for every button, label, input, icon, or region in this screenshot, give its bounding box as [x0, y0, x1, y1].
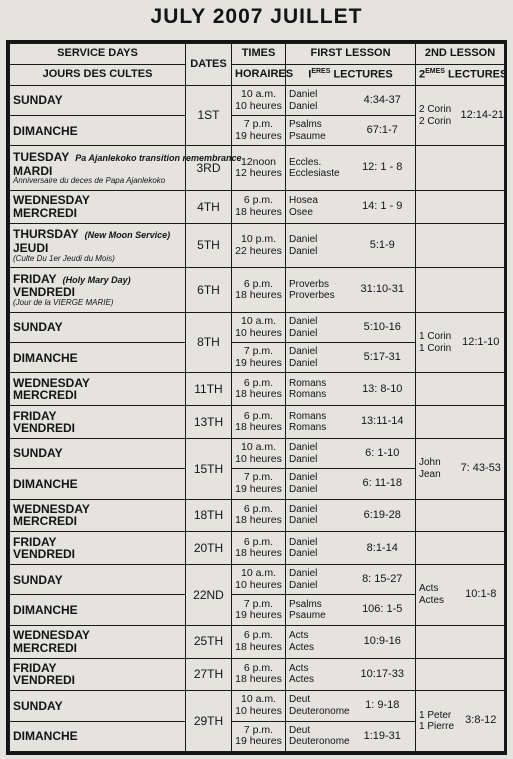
day-cell: [10, 406, 186, 439]
time-line: 19 heures: [235, 482, 282, 495]
first-lesson-ref: 13:11-14: [350, 406, 416, 439]
day-note: Pa Ajanlekoko transition remembrance: [75, 152, 242, 163]
time-cell: [232, 312, 286, 342]
day-cell: [10, 565, 186, 595]
day-label-fr: MERCREDI: [13, 640, 78, 655]
book-line: Daniel: [289, 234, 318, 246]
time-line: 18 heures: [235, 514, 282, 527]
book-line: Daniel: [289, 515, 318, 527]
time-line: 19 heures: [235, 735, 282, 748]
book-line-2: 1 Corin: [419, 331, 452, 343]
second-lesson-book: [416, 223, 458, 268]
book-line: Hosea: [289, 195, 318, 207]
schedule-body: [10, 86, 505, 752]
time-line: 6 p.m.: [243, 277, 274, 290]
date-cell: 15TH: [186, 439, 232, 499]
first-lesson-ref: 4:34-37: [350, 86, 416, 116]
day-label: WEDNESDAY: [13, 193, 90, 208]
time-line: 10 heures: [235, 452, 282, 465]
first-lesson-book: [286, 691, 350, 721]
date-cell: 1ST: [186, 86, 232, 146]
day-cell: [10, 373, 186, 406]
time-line: 18 heures: [235, 421, 282, 434]
book-line: Proverbes: [289, 290, 335, 302]
first-lesson-ref: 5:17-31: [350, 343, 416, 373]
time-line: 10 a.m.: [240, 567, 277, 580]
time-line: 10 a.m.: [240, 88, 277, 101]
lectures2-sup: EMES: [425, 68, 445, 76]
first-lesson-book: [286, 532, 350, 565]
day-label-fr: VENDREDI: [13, 421, 76, 436]
time-line: 7 p.m.: [243, 597, 274, 610]
book-line-2: John: [419, 457, 441, 469]
header-dates: DATES: [186, 44, 232, 86]
second-lesson-book: [416, 406, 458, 439]
lectures1-prefix: I: [308, 69, 312, 82]
time-cell: [232, 116, 286, 146]
second-lesson-ref: [458, 146, 505, 191]
second-lesson-ref: [458, 658, 505, 691]
book-line-2: Actes: [419, 594, 445, 606]
schedule-row: [10, 499, 505, 532]
day-label: SUNDAY: [13, 320, 63, 335]
time-line: 19 heures: [235, 356, 282, 369]
book-line: Romans: [289, 377, 327, 389]
day-note-fr: (Culte Du 1er Jeudi du Mois): [13, 253, 115, 263]
time-line: 10 heures: [235, 578, 282, 591]
header-horaires: HORAIRES: [232, 65, 286, 86]
book-line: Psaume: [289, 130, 326, 142]
day-label: SUNDAY: [13, 572, 63, 587]
first-lesson-ref: 8:1-14: [350, 532, 416, 565]
time-line: 18 heures: [235, 205, 282, 218]
lectures1-sup: ERES: [311, 68, 331, 76]
header-first-lesson: FIRST LESSON: [286, 44, 416, 65]
day-cell: [10, 691, 186, 721]
day-label: SUNDAY: [13, 698, 63, 713]
day-cell: [10, 721, 186, 751]
time-line: 6 p.m.: [243, 194, 274, 207]
time-line: 19 heures: [235, 609, 282, 622]
second-lesson-ref: [458, 373, 505, 406]
book-line: Daniel: [289, 579, 318, 591]
first-lesson-book: [286, 191, 350, 224]
day-label-fr: VENDREDI: [13, 285, 76, 300]
day-note-fr: Anniversaire du deces de Papa Ajanlekoko: [13, 176, 166, 186]
first-lesson-book: [286, 721, 350, 751]
first-lesson-book: [286, 469, 350, 499]
first-lesson-book: [286, 625, 350, 658]
time-cell: [232, 499, 286, 532]
time-cell: [232, 532, 286, 565]
first-lesson-ref: 67:1-7: [350, 116, 416, 146]
second-lesson-ref: [458, 499, 505, 532]
time-cell: [232, 565, 286, 595]
first-lesson-book: [286, 116, 350, 146]
time-line: 18 heures: [235, 289, 282, 302]
day-label: WEDNESDAY: [13, 627, 90, 642]
day-label-fr: MERCREDI: [13, 514, 78, 529]
second-lesson-book: [416, 439, 458, 499]
day-label: DIMANCHE: [13, 728, 78, 743]
time-line: 10 heures: [235, 99, 282, 112]
second-lesson-book: [416, 312, 458, 372]
first-lesson-book: [286, 658, 350, 691]
book-line: Romans: [289, 389, 327, 401]
first-lesson-book: [286, 343, 350, 373]
time-cell: [232, 595, 286, 625]
day-label-fr: VENDREDI: [13, 673, 76, 688]
book-line-2: 2 Corin: [419, 104, 452, 116]
schedule-row: [10, 406, 505, 439]
second-lesson-ref: [458, 223, 505, 268]
day-label-fr: MARDI: [13, 163, 53, 178]
second-lesson-book: [416, 146, 458, 191]
day-cell: [10, 223, 186, 268]
first-lesson-ref: 13: 8-10: [350, 373, 416, 406]
second-lesson-book: [416, 625, 458, 658]
first-lesson-book: [286, 439, 350, 469]
book-line: Daniel: [289, 89, 318, 101]
day-note: (Holy Mary Day): [62, 274, 131, 285]
second-lesson-book: [416, 532, 458, 565]
time-cell: [232, 406, 286, 439]
time-cell: [232, 86, 286, 116]
time-line: 6 p.m.: [243, 629, 274, 642]
schedule-table: [9, 43, 508, 752]
time-cell: [232, 439, 286, 469]
book-line: Daniel: [289, 442, 318, 454]
time-cell: [232, 721, 286, 751]
date-cell: 29TH: [186, 691, 232, 752]
second-lesson-book: [416, 86, 458, 146]
book-line: Deuteronome: [289, 736, 350, 748]
header-second-lesson: 2ND LESSON: [416, 44, 505, 65]
time-cell: [232, 691, 286, 721]
schedule-row: [10, 86, 505, 116]
first-lesson-book: [286, 223, 350, 268]
book-line-2: Acts: [419, 583, 439, 595]
day-label: WEDNESDAY: [13, 375, 90, 390]
time-line: 10 heures: [235, 326, 282, 339]
book-line: Deut: [289, 694, 311, 706]
day-label: DIMANCHE: [13, 602, 78, 617]
first-lesson-book: [286, 312, 350, 342]
book-line: Psalms: [289, 119, 322, 131]
time-cell: [232, 469, 286, 499]
book-line: Daniel: [289, 327, 318, 339]
day-label: TUESDAY: [13, 149, 70, 164]
date-cell: 18TH: [186, 499, 232, 532]
date-cell: 11TH: [186, 373, 232, 406]
day-label: DIMANCHE: [13, 476, 78, 491]
time-cell: [232, 343, 286, 373]
day-cell: [10, 439, 186, 469]
first-lesson-book: [286, 146, 350, 191]
first-lesson-book: [286, 499, 350, 532]
page-title: JULY 2007 JUILLET: [150, 5, 363, 28]
schedule-row: [10, 268, 505, 313]
schedule-table-frame: [6, 40, 507, 755]
time-line: 22 heures: [235, 244, 282, 257]
book-line: Daniel: [289, 568, 318, 580]
book-line: Daniel: [289, 453, 318, 465]
header-times: TIMES: [232, 44, 286, 65]
second-lesson-ref: 10:1-8: [458, 565, 505, 625]
schedule-row: [10, 658, 505, 691]
day-note: (New Moon Service): [84, 230, 171, 241]
time-line: 7 p.m.: [243, 345, 274, 358]
second-lesson-book: [416, 691, 458, 752]
first-lesson-ref: 10:17-33: [350, 658, 416, 691]
time-line: 6 p.m.: [243, 535, 274, 548]
day-label: SUNDAY: [13, 446, 63, 461]
date-cell: 3RD: [186, 146, 232, 191]
second-lesson-ref: 3:8-12: [458, 691, 505, 752]
schedule-row: [10, 223, 505, 268]
date-cell: 20TH: [186, 532, 232, 565]
day-label: WEDNESDAY: [13, 501, 90, 516]
book-line: Deuteronome: [289, 705, 350, 717]
date-cell: 8TH: [186, 312, 232, 372]
second-lesson-ref: 7: 43-53: [458, 439, 505, 499]
first-lesson-book: [286, 268, 350, 313]
second-lesson-ref: [458, 532, 505, 565]
day-label-fr: MERCREDI: [13, 388, 78, 403]
book-line: Daniel: [289, 346, 318, 358]
book-line: Daniel: [289, 483, 318, 495]
first-lesson-book: [286, 406, 350, 439]
schedule-row: [10, 312, 505, 342]
second-lesson-book: [416, 499, 458, 532]
time-line: 6 p.m.: [243, 502, 274, 515]
schedule-row: [10, 146, 505, 191]
header-jours: JOURS DES CULTES: [10, 65, 186, 86]
first-lesson-book: [286, 86, 350, 116]
schedule-row: [10, 691, 505, 721]
day-cell: [10, 268, 186, 313]
day-cell: [10, 499, 186, 532]
time-line: 10 a.m.: [240, 441, 277, 454]
day-cell: [10, 312, 186, 342]
book-line: Daniel: [289, 548, 318, 560]
book-line: Deut: [289, 724, 311, 736]
time-line: 12 heures: [235, 167, 282, 180]
day-label: FRIDAY: [13, 271, 57, 286]
book-line: Romans: [289, 410, 327, 422]
day-label: FRIDAY: [13, 660, 57, 675]
day-cell: [10, 532, 186, 565]
time-line: 18 heures: [235, 388, 282, 401]
time-line: 19 heures: [235, 129, 282, 142]
time-line: 6 p.m.: [243, 409, 274, 422]
first-lesson-ref: 5:1-9: [350, 223, 416, 268]
day-label: FRIDAY: [13, 534, 57, 549]
time-line: 7 p.m.: [243, 118, 274, 131]
header-service-days: SERVICE DAYS: [10, 44, 186, 65]
day-cell: [10, 86, 186, 116]
book-line: Acts: [289, 662, 309, 674]
time-line: 18 heures: [235, 640, 282, 653]
time-line: 6 p.m.: [243, 376, 274, 389]
time-cell: [232, 373, 286, 406]
first-lesson-book: [286, 373, 350, 406]
time-line: 6 p.m.: [243, 661, 274, 674]
first-lesson-ref: 6: 1-10: [350, 439, 416, 469]
schedule-row: [10, 373, 505, 406]
day-cell: [10, 595, 186, 625]
second-lesson-book: [416, 373, 458, 406]
book-line: Actes: [289, 641, 315, 653]
time-cell: [232, 658, 286, 691]
schedule-row: [10, 625, 505, 658]
date-cell: 25TH: [186, 625, 232, 658]
first-lesson-ref: 10:9-16: [350, 625, 416, 658]
first-lesson-ref: 1: 9-18: [350, 691, 416, 721]
book-line: Eccles.: [289, 156, 322, 168]
time-line: 12noon: [240, 155, 277, 168]
time-line: 7 p.m.: [243, 723, 274, 736]
first-lesson-ref: 8: 15-27: [350, 565, 416, 595]
book-line: Osee: [289, 206, 313, 218]
day-note-fr: (Jour de la VIERGE MARIE): [13, 298, 114, 308]
book-line-2: 2 Corin: [419, 115, 452, 127]
schedule-row: [10, 439, 505, 469]
first-lesson-ref: 31:10-31: [350, 268, 416, 313]
book-line: Daniel: [289, 357, 318, 369]
book-line: Daniel: [289, 245, 318, 257]
second-lesson-book: [416, 565, 458, 625]
book-line: Daniel: [289, 503, 318, 515]
second-lesson-ref: 12:14-21: [458, 86, 505, 146]
lectures1-label: LECTURES: [333, 69, 393, 82]
time-line: 10 a.m.: [240, 693, 277, 706]
first-lesson-ref: 6: 11-18: [350, 469, 416, 499]
book-line: Daniel: [289, 100, 318, 112]
first-lesson-ref: 106: 1-5: [350, 595, 416, 625]
date-cell: 6TH: [186, 268, 232, 313]
date-cell: 5TH: [186, 223, 232, 268]
book-line: Proverbs: [289, 278, 330, 290]
second-lesson-book: [416, 658, 458, 691]
book-line: Daniel: [289, 472, 318, 484]
day-cell: [10, 658, 186, 691]
header-lectures-1: [286, 65, 416, 86]
second-lesson-ref: 12:1-10: [458, 312, 505, 372]
time-line: 7 p.m.: [243, 471, 274, 484]
schedule-row: [10, 191, 505, 224]
date-cell: 22ND: [186, 565, 232, 625]
time-line: 10 p.m.: [240, 233, 277, 246]
book-line: Psaume: [289, 610, 326, 622]
time-cell: [232, 191, 286, 224]
book-line-2: 1 Peter: [419, 709, 452, 721]
day-label: FRIDAY: [13, 408, 57, 423]
first-lesson-ref: 14: 1 - 9: [350, 191, 416, 224]
time-cell: [232, 223, 286, 268]
second-lesson-book: [416, 268, 458, 313]
day-label: DIMANCHE: [13, 350, 78, 365]
day-cell: [10, 625, 186, 658]
second-lesson-ref: [458, 191, 505, 224]
first-lesson-ref: 1:19-31: [350, 721, 416, 751]
day-label-fr: JEUDI: [13, 240, 49, 255]
day-cell: [10, 343, 186, 373]
time-line: 10 a.m.: [240, 315, 277, 328]
time-cell: [232, 268, 286, 313]
book-line-2: 1 Corin: [419, 342, 452, 354]
first-lesson-ref: 5:10-16: [350, 312, 416, 342]
time-line: 18 heures: [235, 547, 282, 560]
date-cell: 13TH: [186, 406, 232, 439]
time-cell: [232, 625, 286, 658]
date-cell: 27TH: [186, 658, 232, 691]
day-cell: [10, 116, 186, 146]
book-line: Psalms: [289, 598, 322, 610]
day-label: DIMANCHE: [13, 123, 78, 138]
first-lesson-book: [286, 565, 350, 595]
lectures2-label: LECTURES: [448, 69, 508, 82]
day-cell: [10, 469, 186, 499]
book-line: Ecclesiaste: [289, 168, 340, 180]
book-line: Daniel: [289, 536, 318, 548]
second-lesson-ref: [458, 406, 505, 439]
book-line-2: Jean: [419, 468, 441, 480]
first-lesson-ref: 6:19-28: [350, 499, 416, 532]
second-lesson-book: [416, 191, 458, 224]
book-line: Actes: [289, 674, 315, 686]
lectures2-prefix: 2: [419, 69, 426, 82]
second-lesson-ref: [458, 268, 505, 313]
day-label-fr: MERCREDI: [13, 205, 78, 220]
day-label-fr: VENDREDI: [13, 547, 76, 562]
time-line: 10 heures: [235, 704, 282, 717]
day-label: SUNDAY: [13, 93, 63, 108]
header-lectures-2: [416, 65, 508, 86]
book-line: Acts: [289, 630, 309, 642]
date-cell: 4TH: [186, 191, 232, 224]
book-line: Romans: [289, 422, 327, 434]
schedule-row: [10, 532, 505, 565]
day-label: THURSDAY: [13, 227, 79, 242]
book-line: Daniel: [289, 316, 318, 328]
time-line: 18 heures: [235, 673, 282, 686]
first-lesson-book: [286, 595, 350, 625]
first-lesson-ref: 12: 1 - 8: [350, 146, 416, 191]
book-line-2: 1 Pierre: [419, 721, 455, 733]
second-lesson-ref: [458, 625, 505, 658]
day-cell: [10, 191, 186, 224]
schedule-row: [10, 565, 505, 595]
